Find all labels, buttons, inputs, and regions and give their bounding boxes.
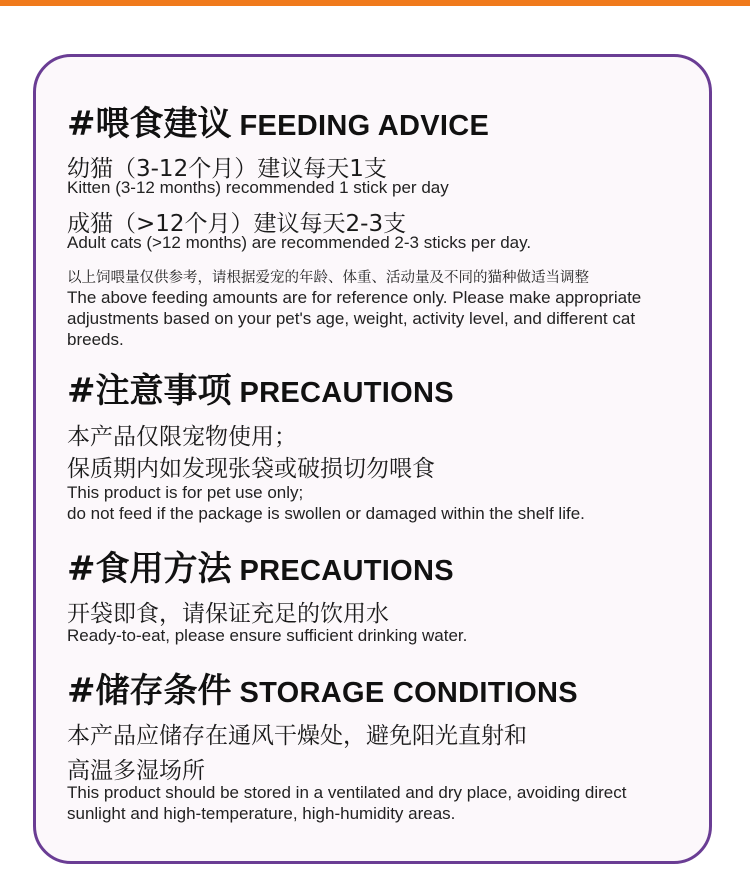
- feeding-note-cn: 以上饲喂量仅供参考，请根据爱宠的年龄、体重、活动量及不同的猫种做适当调整: [67, 270, 589, 286]
- adult-en: Adult cats (>12 months) are recommended 2-3 sticks per day.: [67, 233, 532, 252]
- storage-heading: [67, 663, 578, 712]
- storage-line2-cn: 高温多湿场所: [67, 758, 205, 784]
- storage-line2-en: sunlight and high-temperature, high-humidity areas.: [67, 804, 456, 823]
- feeding-title-cn: #喂食建议: [67, 104, 232, 144]
- precautions-title-en: PRECAUTIONS: [239, 377, 454, 409]
- usage-title-en: PRECAUTIONS: [239, 555, 454, 587]
- feeding-heading: [67, 96, 489, 145]
- kitten-cn: 幼猫（3-12个月）建议每天1支: [67, 156, 387, 182]
- adult-cn: 成猫（>12个月）建议每天2-3支: [67, 211, 407, 237]
- feeding-note-en-3: breeds.: [67, 330, 124, 349]
- kitten-en: Kitten (3-12 months) recommended 1 stick per day: [67, 178, 449, 197]
- precautions-title-cn: #注意事项: [67, 371, 232, 411]
- usage-line-en: Ready-to-eat, please ensure sufficient drinking water.: [67, 626, 468, 645]
- feeding-note-en-2: adjustments based on your pet's age, weight, activity level, and different cat: [67, 309, 636, 328]
- storage-title-en: STORAGE CONDITIONS: [239, 677, 578, 709]
- feeding-title-en: FEEDING ADVICE: [239, 110, 490, 142]
- precautions-line2-cn: 保质期内如发现张袋或破损切勿喂食: [67, 456, 435, 482]
- precautions-line2-en: do not feed if the package is swollen or damaged within the shelf life.: [67, 504, 585, 523]
- storage-line1-en: This product should be stored in a ventilated and dry place, avoiding direct: [67, 783, 627, 802]
- storage-title-cn: #储存条件: [67, 671, 232, 711]
- top-accent-bar: [0, 0, 750, 6]
- precautions-line1-en: This product is for pet use only;: [67, 483, 304, 502]
- storage-line1-cn: 本产品应储存在通风干燥处，避免阳光直射和: [67, 723, 527, 749]
- usage-line-cn: 开袋即食，请保证充足的饮用水: [67, 601, 389, 627]
- usage-title-cn: #食用方法: [67, 549, 232, 589]
- feeding-note-en-1: The above feeding amounts are for reference only. Please make appropriate: [67, 288, 642, 307]
- precautions-heading: [67, 363, 454, 412]
- precautions-line1-cn: 本产品仅限宠物使用；: [67, 424, 297, 450]
- usage-heading: [67, 541, 454, 590]
